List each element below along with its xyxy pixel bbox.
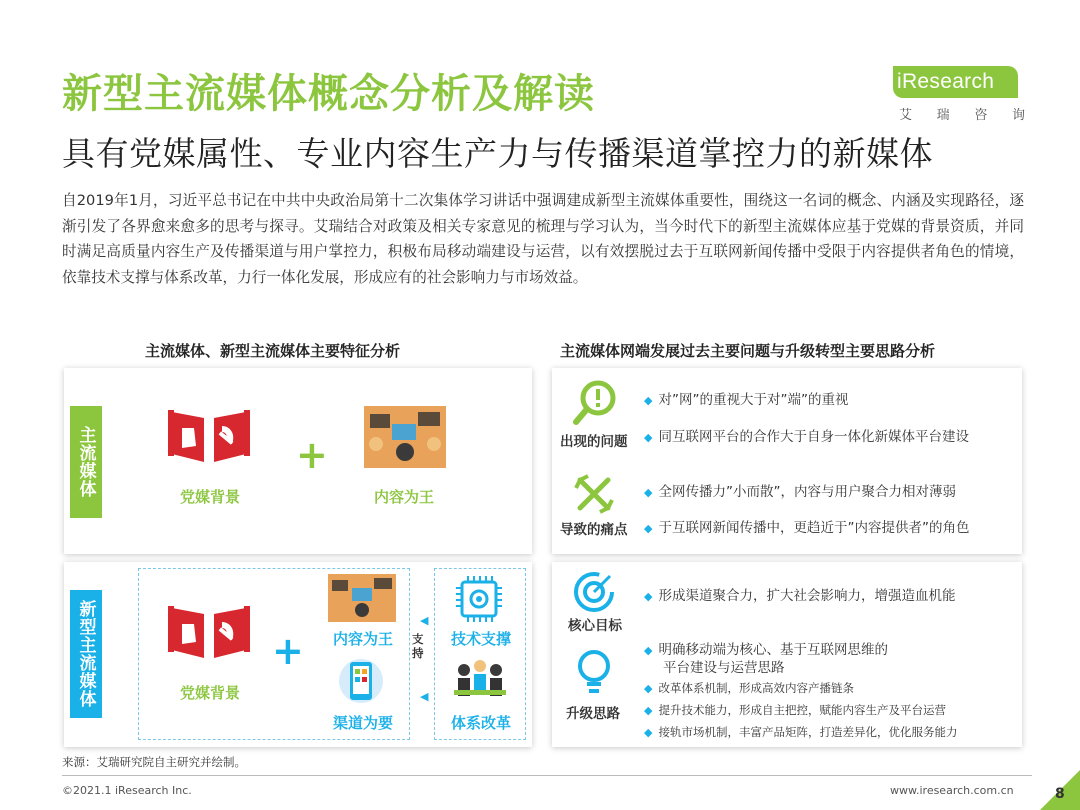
pain-line-1: ◆ 全网传播力”小而散”，内容与用户聚合力相对薄弱 — [644, 484, 956, 500]
support-label: 支持 — [412, 632, 424, 660]
target-icon — [572, 570, 616, 614]
arrow-left-icon: ◀ — [420, 690, 429, 703]
party-background-caption: 党媒背景 — [179, 488, 240, 506]
page-subtitle: 具有党媒属性、专业内容生产力与传播渠道掌控力的新媒体 — [62, 134, 933, 173]
pain-label: 导致的痛点 — [560, 522, 628, 538]
lightbulb-icon — [574, 648, 614, 696]
tech-support-caption: 技术支撑 — [450, 630, 511, 648]
left-panel-title: 主流媒体、新型主流媒体主要特征分析 — [145, 342, 401, 360]
problems-card — [552, 368, 1022, 554]
source-note: 来源：艾瑞研究院自主研究并绘制。 — [62, 755, 246, 769]
search-alert-icon — [570, 378, 620, 428]
new-mainstream-card — [64, 562, 532, 747]
chip-icon — [452, 574, 506, 624]
party-background-caption: 党媒背景 — [179, 684, 240, 702]
content-king-caption: 内容为王 — [332, 630, 393, 648]
footer-divider — [62, 775, 1032, 776]
goal-line: ◆ 形成渠道聚合力，扩大社会影响力，增强造血机能 — [644, 588, 956, 604]
page-number: 8 — [1055, 786, 1065, 802]
website-link[interactable]: www.iresearch.com.cn — [890, 784, 1014, 797]
crossed-arrows-icon — [574, 474, 614, 514]
goals-card — [552, 562, 1022, 747]
problem-line-1: ◆ 对”网”的重视大于对”端”的重视 — [644, 392, 849, 408]
right-panel-title: 主流媒体网端发展过去主要问题与升级转型主要思路分析 — [560, 342, 936, 360]
copyright: ©2021.1 iResearch Inc. — [62, 784, 192, 797]
upgrade-line-1: ◆ 明确移动端为核心、基于互联网思维的 — [644, 642, 888, 658]
upgrade-line-2: 平台建设与运营思路 — [663, 660, 785, 676]
system-reform-caption: 体系改革 — [450, 714, 511, 732]
problems-label: 出现的问题 — [560, 434, 628, 450]
mainstream-card — [64, 368, 532, 554]
meeting-icon — [448, 656, 512, 706]
arrow-left-icon: ◀ — [420, 614, 429, 627]
plus-icon: + — [272, 629, 304, 673]
pain-line-2: ◆ 于互联网新闻传播中，更趋近于”内容提供者”的角色 — [644, 520, 970, 536]
plus-icon: + — [296, 433, 328, 477]
problem-line-2: ◆ 同互联网平台的合作大于自身一体化新媒体平台建设 — [644, 429, 969, 445]
content-team-icon — [362, 404, 448, 470]
logo-wordmark: iResearch — [893, 66, 1018, 98]
iresearch-logo — [893, 66, 1028, 126]
upgrade-sub-3: ◆ 接轨市场机制，丰富产品矩阵，打造差异化，优化服务能力 — [644, 725, 958, 739]
page-title: 新型主流媒体概念分析及解读 — [62, 71, 595, 117]
logo-chinese: 艾 瑞 咨 询 — [899, 108, 1025, 123]
new-mainstream-label: 新型主流媒体 — [70, 590, 102, 718]
upgrade-sub-1: ◆ 改革体系机制，形成高效内容产播链条 — [644, 681, 854, 695]
mobile-app-icon — [330, 656, 392, 706]
goal-label: 核心目标 — [568, 618, 622, 634]
party-flag-icon — [164, 602, 254, 662]
mainstream-label: 主流媒体 — [70, 406, 102, 518]
channel-caption: 渠道为要 — [332, 714, 393, 732]
intro-paragraph: 自2019年1月，习近平总书记在中共中央政治局第十二次集体学习讲话中强调建成新型主流媒体重要性，围绕这一名词的概念、内涵及实现路径，逐渐引发了各界愈来愈多的思考与探寻。艾瑞结合对政策及相关专家意见的梳理与学习认为，当今时代下的新型主流媒体应基于党媒的背景资质，并同时满足高质量内容生产及传播渠道与用户掌控力，积极布局移动端建设与运营，以有效摆脱过去于互联网新闻传播中受限于内容提供者角色的情境，依靠技术支撑与体系改革，力行一体化发展，形成应有的社会影响力与市场效益。 — [62, 192, 1024, 286]
content-team-icon — [326, 572, 398, 624]
party-flag-icon — [164, 406, 254, 466]
content-king-caption: 内容为王 — [373, 488, 434, 506]
upgrade-label: 升级思路 — [566, 706, 620, 722]
upgrade-sub-2: ◆ 提升技术能力，形成自主把控，赋能内容生产及平台运营 — [644, 703, 946, 717]
